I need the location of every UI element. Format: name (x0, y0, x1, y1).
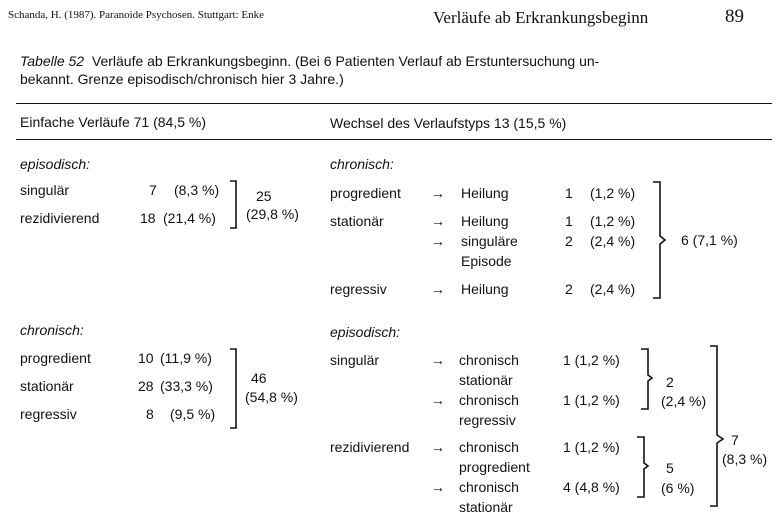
subgroup-percent: (2,4 %) (661, 393, 707, 409)
page-number: 89 (725, 6, 744, 27)
bracket-recurrent (636, 436, 656, 500)
left-column-heading: Einfache Verläufe 71 (84,5 %) (20, 114, 207, 130)
citation: Schanda, H. (1987). Paranoide Psychosen. Stuttgart: Enke (8, 9, 265, 21)
to-course: Heilung (461, 185, 509, 201)
row-count: 2 (565, 233, 573, 249)
right-column-heading: Wechsel des Verlaufstyps 13 (15,5 %) (330, 115, 567, 131)
header-rule (16, 139, 772, 140)
row-percent: (1,2 %) (590, 185, 636, 201)
row-count: 1 (565, 185, 573, 201)
from-course: stationär (330, 213, 384, 229)
group-total-count: 46 (251, 370, 267, 386)
group-total-percent: (8,3 %) (722, 451, 768, 467)
caption-line-2: bekannt. Grenze episodisch/chronisch hier 3 Jahre.) (20, 71, 344, 87)
left-episodic-label: episodisch: (20, 156, 91, 172)
row-count: 2 (565, 281, 573, 297)
to-course: chronisch (459, 479, 519, 495)
row-value: 4 (4,8 %) (563, 479, 620, 495)
row-count: 7 (149, 182, 157, 198)
bracket-left-episodic (229, 180, 241, 230)
arrow-icon: → (431, 185, 445, 201)
running-title: Verläufe ab Erkrankungsbeginn (433, 8, 649, 27)
bracket-right-episodic (709, 345, 729, 509)
to-course: Heilung (461, 213, 509, 229)
right-episodic-label: episodisch: (330, 324, 401, 340)
from-course: singulär (330, 352, 380, 368)
to-course-line-2: progredient (459, 459, 530, 475)
group-total-percent: (54,8 %) (245, 389, 298, 405)
to-course: chronisch (459, 392, 519, 408)
group-total-count: 7 (731, 432, 739, 448)
to-course-line-2: stationär (459, 499, 513, 515)
from-course: rezidivierend (330, 439, 410, 455)
subgroup-percent: (6 %) (661, 480, 695, 496)
to-course-line-2: stationär (459, 372, 513, 388)
row-percent: (21,4 %) (163, 210, 216, 226)
row-count: 8 (146, 406, 154, 422)
right-chronic-label: chronisch: (330, 156, 394, 172)
row-name: stationär (20, 378, 74, 394)
row-name: rezidivierend (20, 210, 100, 226)
row-value: 1 (1,2 %) (563, 439, 620, 455)
subgroup-count: 5 (666, 460, 674, 476)
subgroup-count: 2 (666, 374, 674, 390)
to-course-line-2: Episode (461, 253, 512, 269)
table-label: Tabelle 52 (20, 53, 85, 69)
row-percent: (8,3 %) (174, 182, 220, 198)
arrow-icon: → (431, 213, 445, 229)
bracket-left-chronic (229, 348, 241, 430)
row-percent: (33,3 %) (160, 378, 213, 394)
arrow-icon: → (431, 281, 445, 297)
to-course: Heilung (461, 281, 509, 297)
from-course: progredient (330, 185, 401, 201)
row-value: 1 (1,2 %) (563, 352, 620, 368)
bracket-singular (640, 348, 660, 412)
from-course: regressiv (330, 281, 387, 297)
row-percent: (9,5 %) (170, 406, 216, 422)
group-total-count: 25 (256, 188, 272, 204)
group-total: 6 (7,1 %) (681, 232, 738, 248)
row-value: 1 (1,2 %) (563, 392, 620, 408)
arrow-icon: → (431, 392, 445, 408)
row-count: 18 (140, 210, 156, 226)
arrow-icon: → (431, 352, 445, 368)
caption-line-1: Verläufe ab Erkrankungsbeginn. (Bei 6 Patienten Verlauf ab Erstuntersuchung un- (91, 53, 600, 69)
table-caption (20, 54, 599, 68)
to-course-line-2: regressiv (459, 412, 516, 428)
row-name: progredient (20, 350, 91, 366)
group-total-percent: (29,8 %) (246, 206, 299, 222)
to-course: chronisch (459, 439, 519, 455)
row-count: 10 (138, 350, 154, 366)
top-rule (16, 103, 772, 104)
row-percent: (2,4 %) (590, 233, 636, 249)
to-course: chronisch (459, 352, 519, 368)
row-count: 28 (138, 378, 154, 394)
arrow-icon: → (431, 479, 445, 495)
to-course: singuläre (461, 233, 518, 249)
arrow-icon: → (431, 439, 445, 455)
row-percent: (2,4 %) (590, 281, 636, 297)
bracket-right-chronic (652, 181, 676, 301)
row-percent: (1,2 %) (590, 213, 636, 229)
row-name: regressiv (20, 406, 77, 422)
left-chronic-label: chronisch: (20, 322, 84, 338)
row-percent: (11,9 %) (160, 350, 212, 366)
row-count: 1 (565, 213, 573, 229)
row-name: singulär (20, 182, 70, 198)
arrow-icon: → (431, 233, 445, 249)
